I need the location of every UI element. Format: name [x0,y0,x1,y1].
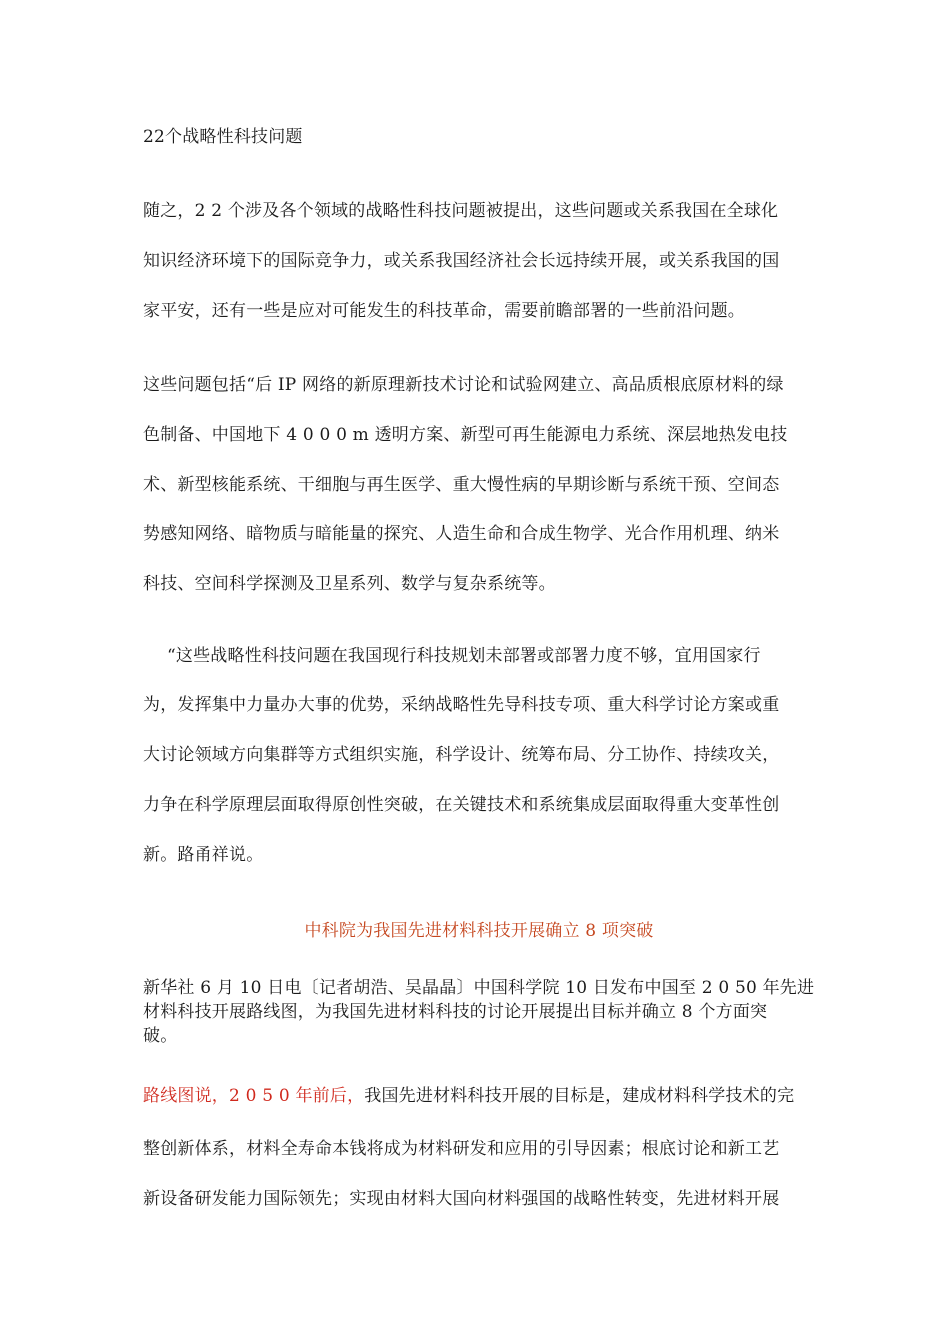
paragraph-line: “这些战略性科技问题在我国现行科技规划未部署或部署力度不够，宜用国家行 [167,646,761,666]
article-subheading: 中科院为我国先进材料科技开展确立 8 项突破 [304,921,654,941]
paragraph-line: 势感知网络、暗物质与暗能量的探究、人造生命和合成生物学、光合作用机理、纳米 [143,524,780,544]
paragraph-line: 术、新型核能系统、干细胞与再生医学、重大慢性病的早期诊断与系统干预、空间态 [143,475,780,495]
paragraph-line: 整创新体系，材料全寿命本钱将成为材料研发和应用的引导因素；根底讨论和新工艺 [143,1139,780,1159]
paragraph-line: 为，发挥集中力量办大事的优势，采纳战略性先导科技专项、重大科学讨论方案或重 [143,695,780,715]
paragraph-line: 破。 [143,1026,178,1046]
section-heading: 22个战略性科技问题 [143,127,303,147]
paragraph-line: 大讨论领域方向集群等方式组织实施，科学设计、统筹布局、分工协作、持续攻关， [143,745,780,765]
paragraph-line: 科技、空间科学探测及卫星系列、数学与复杂系统等。 [143,574,556,594]
paragraph-line: 新设备研发能力国际领先；实现由材料大国向材料强国的战略性转变，先进材料开展 [143,1189,780,1209]
paragraph-text: 我国先进材料科技开展的目标是，建成材料科学技术的完 [364,1086,795,1106]
paragraph-first-line [143,1081,823,1106]
paragraph-line: 家平安，还有一些是应对可能发生的科技革命，需要前瞻部署的一些前沿问题。 [143,301,745,321]
highlighted-phrase: 路线图说，2 0 5 0 年前后， [143,1086,365,1106]
paragraph-line: 新。路甬祥说。 [143,845,264,865]
paragraph-line: 色制备、中国地下 4 0 0 0 m 透明方案、新型可再生能源电力系统、深层地热发电技 [143,425,788,445]
paragraph-line: 材料科技开展路线图，为我国先进材料科技的讨论开展提出目标并确立 8 个方面突 [143,1002,768,1022]
paragraph-line: 新华社 6 月 10 日电〔记者胡浩、吴晶晶〕中国科学院 10 日发布中国至 2 0 50 年先进 [143,978,815,998]
paragraph-line: 力争在科学原理层面取得原创性突破，在关键技术和系统集成层面取得重大变革性创 [143,795,780,815]
paragraph-line: 随之，2 2 个涉及各个领域的战略性科技问题被提出，这些问题或关系我国在全球化 [143,201,779,221]
paragraph-line: 知识经济环境下的国际竞争力，或关系我国经济社会长远持续开展，或关系我国的国 [143,251,780,271]
paragraph-line: 这些问题包括“后 IP 网络的新原理新技术讨论和试验网建立、高品质根底原材料的绿 [143,375,784,395]
